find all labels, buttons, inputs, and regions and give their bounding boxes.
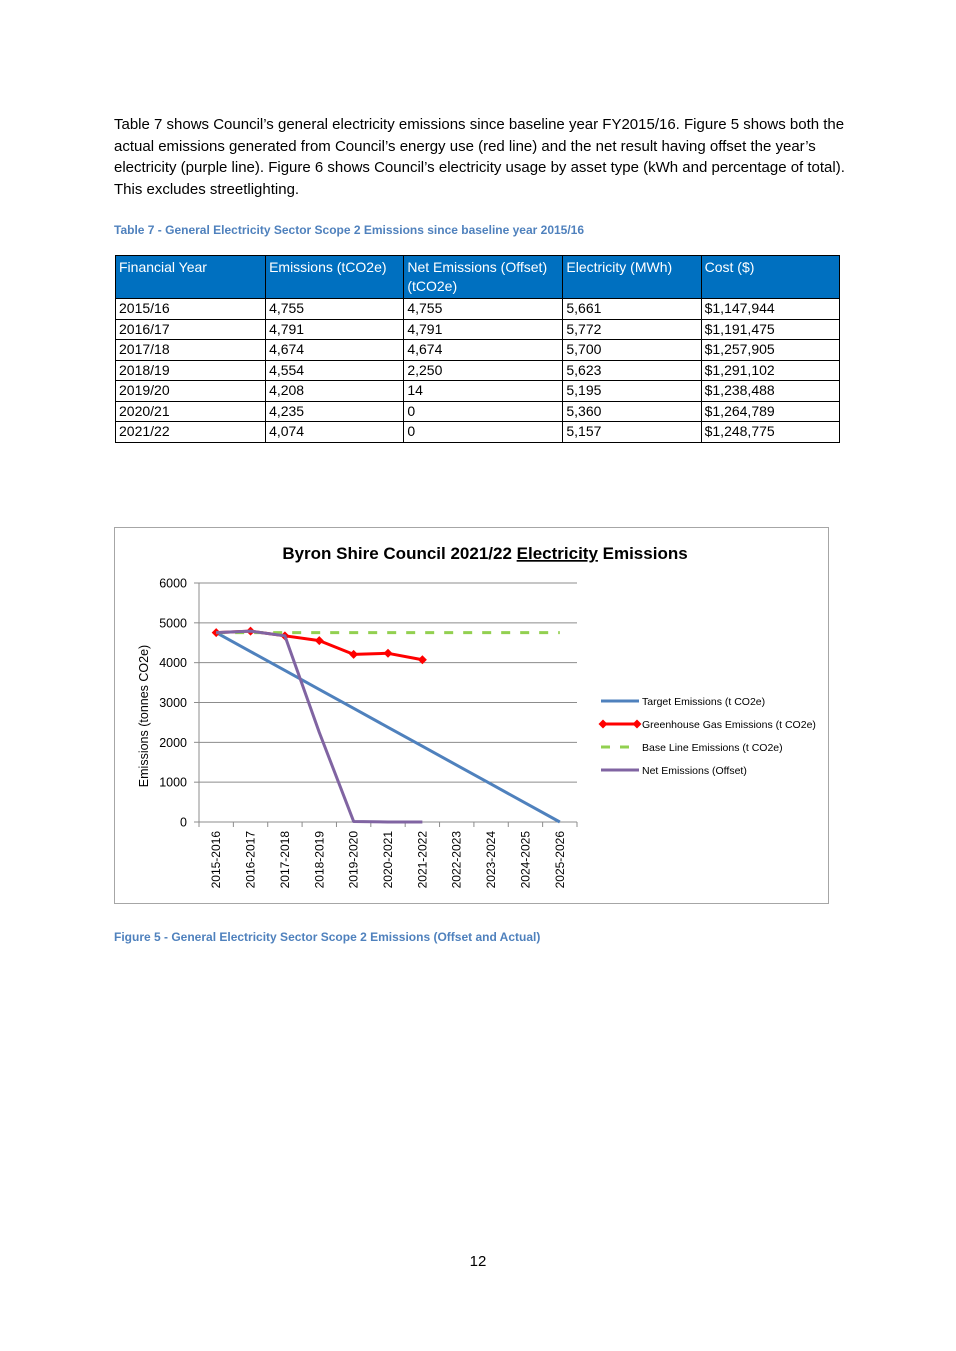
x-tick-label: 2018-2019 [312, 831, 327, 889]
cell-cost: $1,147,944 [701, 299, 839, 320]
legend-marker [599, 720, 608, 729]
legend-marker [633, 720, 642, 729]
col-header-electricity: Electricity (MWh) [563, 256, 701, 299]
legend-label: Base Line Emissions (t CO2e) [642, 742, 783, 754]
y-tick-label: 3000 [159, 696, 187, 710]
legend [599, 696, 816, 777]
x-tick-label: 2019-2020 [346, 831, 361, 889]
cell-emissions: 4,208 [266, 381, 404, 402]
x-tick-label: 2025-2026 [552, 831, 567, 889]
data-point [315, 636, 324, 645]
cell-electricity: 5,195 [563, 381, 701, 402]
y-tick-label: 4000 [159, 656, 187, 671]
cell-electricity: 5,772 [563, 319, 701, 340]
cell-year: 2016/17 [116, 319, 266, 340]
chart-canvas [115, 528, 828, 903]
x-tick-label: 2023-2024 [484, 831, 499, 889]
col-header-cost: Cost ($) [701, 256, 839, 299]
table-header-row [116, 256, 840, 299]
cell-electricity: 5,661 [563, 299, 701, 320]
data-point [349, 650, 358, 659]
page-number: 12 [469, 1253, 487, 1270]
legend-label: Net Emissions (Offset) [642, 765, 747, 777]
x-tick-label: 2017-2018 [277, 831, 292, 889]
cell-emissions: 4,674 [266, 340, 404, 361]
series-lines [212, 627, 560, 822]
cell-emissions: 4,791 [266, 319, 404, 340]
cell-cost: $1,191,475 [701, 319, 839, 340]
x-tick-label: 2024-2025 [518, 831, 533, 889]
cell-emissions: 4,554 [266, 360, 404, 381]
cell-net-emissions: 4,755 [404, 299, 563, 320]
emissions-chart [114, 527, 829, 904]
table-row [116, 401, 840, 422]
cell-net-emissions: 0 [404, 422, 563, 443]
table-row [116, 299, 840, 320]
cell-cost: $1,264,789 [701, 401, 839, 422]
cell-cost: $1,238,488 [701, 381, 839, 402]
legend-label: Greenhouse Gas Emissions (t CO2e) [642, 719, 816, 731]
x-tick-label: 2020-2021 [381, 831, 395, 889]
cell-electricity: 5,623 [563, 360, 701, 381]
y-tick-label: 0 [180, 815, 187, 830]
col-header-emissions: Emissions (tCO2e) [266, 256, 404, 299]
x-tick-label: 2021-2022 [415, 831, 430, 889]
cell-year: 2018/19 [116, 360, 266, 381]
cell-cost: $1,291,102 [701, 360, 839, 381]
cell-net-emissions: 2,250 [404, 360, 563, 381]
series-line [216, 631, 422, 660]
x-tick-label: 2022-2023 [449, 831, 464, 889]
chart-title: Byron Shire Council 2021/22 Electricity Emissions [282, 544, 688, 563]
table-row [116, 360, 840, 381]
y-tick-label: 6000 [159, 576, 187, 591]
cell-cost: $1,248,775 [701, 422, 839, 443]
cell-emissions: 4,235 [266, 401, 404, 422]
cell-electricity: 5,157 [563, 422, 701, 443]
y-tick-label: 1000 [159, 775, 187, 790]
cell-net-emissions: 4,674 [404, 340, 563, 361]
col-header-financial-year: Financial Year [116, 256, 266, 299]
cell-year: 2019/20 [116, 381, 266, 402]
col-header-net-emissions: Net Emissions (Offset) (tCO2e) [404, 256, 563, 299]
x-tick-label: 2016-2017 [243, 831, 258, 889]
y-tick-label: 5000 [159, 616, 187, 631]
y-axis-label: Emissions (tonnes CO2e) [137, 644, 151, 788]
data-point [384, 649, 393, 658]
emissions-table [115, 255, 840, 443]
table-row [116, 319, 840, 340]
cell-cost: $1,257,905 [701, 340, 839, 361]
y-tick-label: 2000 [159, 735, 187, 750]
cell-net-emissions: 14 [404, 381, 563, 402]
figure-caption: Figure 5 - General Electricity Sector Scope 2 Emissions (Offset and Actual) [114, 930, 541, 944]
cell-emissions: 4,074 [266, 422, 404, 443]
gridlines [199, 583, 577, 782]
cell-net-emissions: 0 [404, 401, 563, 422]
legend-label: Target Emissions (t CO2e) [642, 696, 766, 708]
cell-net-emissions: 4,791 [404, 319, 563, 340]
cell-electricity: 5,360 [563, 401, 701, 422]
series-line [216, 633, 560, 822]
intro-paragraph: Table 7 shows Council’s general electricity emissions since baseline year FY2015/16. Figure 5 shows both the actual emissions generated from Council’s energy use (red line) and the net result having offset the year’s electricity (purple line). Figure 6 shows Council’s electricity usage by asset type (kWh and percentage of total). This excludes streetlighting. [114, 116, 845, 198]
cell-year: 2020/21 [116, 401, 266, 422]
table-row [116, 422, 840, 443]
x-tick-label: 2015-2016 [209, 831, 224, 889]
cell-electricity: 5,700 [563, 340, 701, 361]
cell-emissions: 4,755 [266, 299, 404, 320]
cell-year: 2017/18 [116, 340, 266, 361]
table-row [116, 381, 840, 402]
table-caption: Table 7 - General Electricity Sector Scope 2 Emissions since baseline year 2015/16 [114, 223, 585, 237]
cell-year: 2021/22 [116, 422, 266, 443]
series-line [216, 631, 422, 822]
table-row [116, 340, 840, 361]
cell-year: 2015/16 [116, 299, 266, 320]
